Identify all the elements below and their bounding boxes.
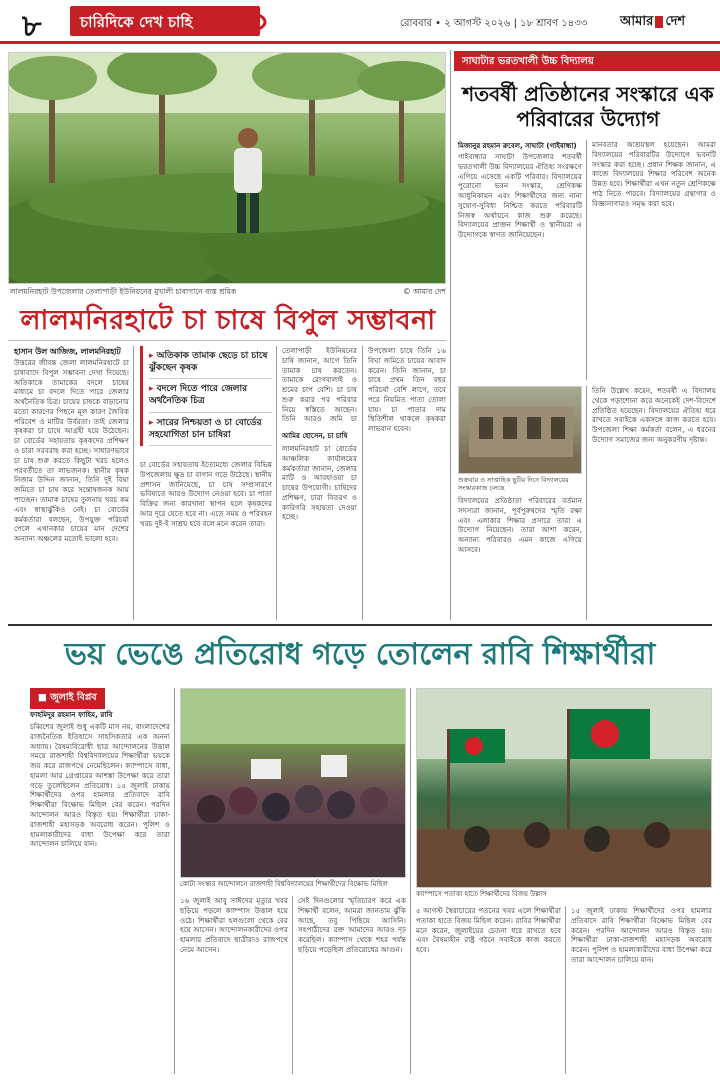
school-photo — [458, 386, 582, 474]
pull-quote-text: বদলে দিতে পারে জেলার অর্থনৈতিক চিত্র — [149, 384, 248, 407]
column-rule — [292, 896, 293, 1074]
article-paragraph: গাইবান্ধার সাঘাটা উপজেলার শতবর্ষী ভরতখালী উচ্চ বিদ্যালয়ের ঐতিহ্য সংরক্ষণে এগিয়ে এসেছে একটি পরিবার। বিদ্যালয়ের পুরোনো ভবন সংস্কার, শ্রেণিকক্ষ আধুনিকায়ন এবং শিক্ষার্থীদের জন্য নানা সুযোগ-সুবিধা নিশ্চিত করতে পরিবারটি নিজস্ব অর্থায়নে কাজ শুরু করেছে। বিদ্যালয়ের প্রাক্তন শিক্ষার্থী ও স্থানীয়রা এ উদ্যোগকে স্বাগত জানিয়েছেন। — [458, 152, 582, 240]
brand-box-icon — [655, 16, 663, 28]
photo-credit: © আমার দেশ — [403, 287, 446, 296]
pull-quote — [149, 413, 272, 446]
article-paragraph: তিনি উল্লেখ করেন, শতবর্ষী এ বিদ্যালয় থেকে পড়াশোনা করে অনেকেই দেশ-বিদেশে প্রতিষ্ঠিত হয়েছেন। বিদ্যালয়ের ঐতিহ্য ধরে রাখতে সবাইকে একসঙ্গে কাজ করতে হবে। উপজেলা শিক্ষা কর্মকর্তা বলেন, এ ধরনের উদ্যোগ সমাজের জন্য অনুকরণীয় দৃষ্টান্ত। — [592, 386, 716, 444]
pull-quote — [149, 346, 272, 379]
newspaper-brand — [620, 12, 685, 33]
protest-photo-caption: কোটা সংস্কার আন্দোলনে রাজশাহী বিশ্ববিদ্যালয়ের শিক্ষার্থীদের বিক্ষোভ মিছিল — [180, 880, 388, 888]
section-tag — [30, 688, 105, 709]
article-paragraph: ১৫ জুলাই ঢাকায় শিক্ষার্থীদের ওপর হামলার প্রতিবাদে রাবি শিক্ষার্থীরা বিক্ষোভ মিছিল বের করেন। পরদিন আন্দোলন আরও বিস্তৃত হয়। শিক্ষার্থীরা ঢাকা-রাজশাহী মহাসড়ক অবরোধ করেন। পুলিশ ও হামলাকারীদের বাধা উপেক্ষা করে তারা আন্দোলন চালিয়ে যান। — [30, 780, 170, 849]
column-rule — [174, 688, 175, 1074]
article-paragraph: সেই দিনগুলোর স্মৃতিচারণ করে এক শিক্ষার্থী বলেন, আমরা জানতাম ঝুঁকি আছে, তবু পিছিয়ে আসিনি। সহপাঠীদের রক্ত আমাদের আরও দৃঢ় করেছিল। ক্যাম্পাস থেকে শহর পর্যন্ত ছড়িয়ে পড়েছিল প্রতিরোধের আগুন। — [298, 896, 406, 954]
arrow-icon: ▸ — [149, 417, 157, 428]
article-paragraph: বিদ্যালয়ের প্রতিষ্ঠাতা পরিবারের বর্তমান সদস্যরা জানান, পূর্বপুরুষদের স্মৃতি রক্ষা এবং এলাকার শিক্ষার প্রসারে তারা এ উদ্যোগ নিয়েছেন। তারা আশা করেন, অন্যান্য পরিবারও এমন কাজে এগিয়ে আসবে। — [458, 496, 582, 554]
tag-dot-icon: ■ — [38, 692, 51, 703]
right-story-byline: মিজানুর রহমান রুবেল, সাঘাটা (গাইবান্ধা) — [458, 142, 577, 150]
article-byline: হাসান উল আজিজ, লালমনিরহাট — [14, 347, 121, 356]
column-rule — [565, 906, 566, 1074]
dateline: রোববার • ২ আগস্ট ২০২৬ | ১৮ শ্রাবণ ১৪৩৩ — [400, 18, 588, 29]
brand-left: আমার — [620, 14, 654, 29]
school-building-illustration — [459, 387, 582, 474]
pull-quote-box — [140, 346, 272, 446]
right-story-kicker: সাঘাটার ভরতখালী উচ্চ বিদ্যালয় — [454, 51, 720, 71]
arrow-icon: ▸ — [149, 384, 157, 395]
protest-crowd-illustration — [181, 689, 406, 878]
section-divider — [8, 624, 712, 626]
column-rule — [586, 386, 587, 620]
lower-column-4 — [416, 906, 561, 1074]
article-column-3 — [282, 346, 357, 426]
article-column-3b — [282, 444, 357, 620]
column-rule — [276, 346, 277, 620]
brand-right: দেশ — [665, 14, 686, 29]
main-headline: লালমনিরহাটে চা চাষে বিপুল সম্ভাবনা — [20, 305, 436, 336]
lower-column-1 — [30, 722, 170, 1074]
protest-photo — [180, 688, 406, 878]
column-rule — [586, 140, 587, 380]
article-paragraph: চব্বিশের জুলাই শুধু একটি মাস নয়, বাংলাদেশের রাজনৈতিক ইতিহাসে সাহসিকতার এক অনন্য অধ্যায়। বৈষম্যবিরোধী ছাত্র আন্দোলনের উত্তাল সময়ে রাজশাহী বিশ্ববিদ্যালয়ের শিক্ষার্থীরা ভয়কে জয় করে রাজপথে নেমেছিলেন। ক্যাম্পাসে বাধা, হামলা আর গ্রেপ্তারের আশঙ্কা উপেক্ষা করে তারা গড়ে তুলেছিলেন প্রতিরোধ। — [30, 722, 170, 790]
article-paragraph: ১৬ জুলাই আবু সাঈদের মৃত্যুর খবর ছড়িয়ে পড়লে ক্যাম্পাস উত্তাল হয়ে ওঠে। শিক্ষার্থীরা হলগুলো থেকে বের হয়ে আসেন। আন্দোলনকারীদের ওপর হামলার প্রতিবাদে ছাত্রীরাও রাজপথে নেমে আসেন। — [180, 896, 288, 954]
pull-quote-text: অতিকাক তামাক ছেড়ে চা চাষে ঝুঁকছেন কৃষক — [149, 351, 268, 374]
tea-garden-illustration — [9, 53, 446, 284]
article-paragraph: সাধারণভাবে চা চাষ শুরু করতে কিছুটা খরচ হলেও পরবর্তীতে তা লাভজনক। স্থানীয় কৃষক নিজাম উদ্দিন জানান, তিনি দুই বিঘা জমিতে চা চাষ করে সন্তোষজনক আয় পাচ্ছেন। তামাক চাষের তুলনায় খরচ কম এবং স্বাস্থ্যঝুঁকিও নেই। চা বোর্ডের কর্মকর্তারা বলছেন, উপযুক্ত পরিচর্যা পেলে এখানকার চায়ের মান দেশের অন্যান্য অঞ্চলের মতোই ভালো হবে। — [14, 446, 129, 544]
tea-garden-photo — [8, 52, 446, 284]
right-column-4 — [592, 386, 716, 620]
divider — [8, 340, 446, 341]
article-paragraph: তেলাপাড়ী ইউনিয়নের চাষি জানান, আগে তিনি তামাক চাষ করতেন। তামাকে রোগবালাই ও শ্রমের চাপ বেশি। চা চাষ শুরু করার পর পরিবার নিয়ে স্বস্তিতে আছেন। তিনি আরও জমি চা — [282, 346, 357, 424]
column-rule — [410, 688, 411, 1074]
article-column-1 — [14, 358, 129, 620]
article-paragraph: ১৫ জুলাই ঢাকায় শিক্ষার্থীদের ওপর হামলার প্রতিবাদে রাবি শিক্ষার্থীরা বিক্ষোভ মিছিল বের করেন। পরদিন আন্দোলন আরও বিস্তৃত হয়। শিক্ষার্থীরা ঢাকা-রাজশাহী মহাসড়ক অবরোধ করেন। পুলিশ ও হামলাকারীদের বাধা উপেক্ষা করে তারা আন্দোলন চালিয়ে যান। — [571, 906, 712, 964]
article-paragraph: ৫ আগস্ট স্বৈরাচারের পতনের খবর এলে শিক্ষার্থীরা পতাকা হাতে বিজয় মিছিল করেন। রাবির শিক্ষার্থীরা মনে করেন, জুলাইয়ের চেতনা ধরে রাখতে হবে এবং বৈষম্যহীন রাষ্ট্র গঠনে সবাইকে কাজ করতে হবে। — [416, 906, 561, 955]
lower-column-3 — [298, 896, 406, 1074]
flag-photo-caption: ক্যাম্পাসে পতাকা হাতে শিক্ষার্থীদের বিজয় উল্লাস — [416, 890, 547, 898]
arrow-icon: ▸ — [149, 351, 157, 361]
article-paragraph: চা বোর্ডের সহায়তায় ইতোমধ্যে জেলার বিভিন্ন উপজেলায় ক্ষুদ্র চা বাগান গড়ে উঠেছে। স্থানীয় প্রশাসন জানিয়েছে, চা চাষ সম্প্রসারণে ভবিষ্যতে আরও উদ্যোগ নেওয়া হবে। চা পাতা বিক্রির জন্য কারখানা স্থাপন হলে কৃষকদের আর দূরে যেতে হবে না। এতে সময় ও পরিবহন খরচ দুই-ই সাশ্রয় হবে বলে মনে করেন তারা। — [140, 460, 272, 528]
article-paragraph: মানবতার আশ্রয়স্থল হয়েছেন। আমরা বিদ্যালয়ের পরিবারটির উদ্যোগে ভবনটি সংস্কার করা হচ্ছে। প্রধান শিক্ষক জানান, এ কাজে বিদ্যালয়ের শিক্ষার পরিবেশ অনেক উন্নত হবে। শিক্ষার্থীরা এখন নতুন শ্রেণিকক্ষে পাঠ নিতে পারবে। বিদ্যালয়ের গ্রন্থাগার ও বিজ্ঞানাগারও সমৃদ্ধ করা হবে। — [592, 140, 716, 208]
flag-photo — [416, 688, 712, 888]
lower-column-2 — [180, 896, 288, 1074]
article-column-2 — [140, 460, 272, 620]
article-paragraph: লালমনিরহাট চা বোর্ডের আঞ্চলিক কার্যালয়ের কর্মকর্তারা জানান, জেলার মাটি ও আবহাওয়া চা চাষের উপযোগী। চাষিদের প্রশিক্ষণ, চারা বিতরণ ও কারিগরি সহায়তা দেওয়া হচ্ছে। — [282, 444, 357, 522]
article-column-4 — [368, 346, 446, 620]
section-title: চারিদিকে দেখ চাহি — [70, 6, 260, 36]
column-rule — [362, 346, 363, 620]
article-paragraph: উত্তরের জীবন্ত জেলা লালমনিরহাটে চা চাষাবাদে বিপুল সম্ভাবনা দেখা দিয়েছে। অতিকাকে তামাকের বদলে চাষের মাধ্যমে চা বদলে দিতে পারে জেলার অর্থনৈতিক চিত্র। চায়ের চাষকে বাড়ানোর মতো কারণের পিছনে মূল কারণ জৈবিক পরিবেশ ও মাটির উর্বরতা। তাই জেলার কৃষকরা চা চাষে আগ্রহী হয়ে উঠেছেন। চা বোর্ডের সহায়তায় কৃষকদের প্রশিক্ষণ ও চারা সরবরাহ করা হচ্ছে। — [14, 358, 129, 456]
right-column-2 — [592, 140, 716, 380]
flag-celebration-illustration — [417, 689, 712, 888]
lower-column-5 — [571, 906, 712, 1074]
column-rule — [133, 346, 134, 620]
masthead — [0, 0, 720, 44]
pull-quote-text: সারের নিশ্চয়তা ও চা বোর্ডের সহযোগিতা চান চাষিরা — [149, 417, 262, 440]
quote-attribution: আমির হোসেন, চা চাষি — [282, 432, 348, 440]
right-story-headline: শতবর্ষী প্রতিষ্ঠানের সংস্কারে এক পরিবারের উদ্যোগ — [462, 82, 714, 131]
column-rule — [450, 50, 451, 620]
lower-headline: ভয় ভেঙে প্রতিরোধ গড়ে তোলেন রাবি শিক্ষার্থীরা — [64, 637, 656, 672]
school-photo-caption: শুক্রবার ও সাপ্তাহিক ছুটির দিনে বিদ্যালয়ের সংস্কারকাজ চলছে — [458, 476, 569, 493]
right-column-1 — [458, 152, 582, 382]
eye-icon — [206, 8, 268, 36]
photo-caption: লালমনিরহাট উপজেলার তেলাপাড়ী ইউনিয়নের মুখালী চাবাগানে ব্যস্ত শ্রমিক — [10, 287, 237, 296]
article-paragraph: উপজেলা চাষে তিনি ১৬ বিঘা জমিতে চায়ের আবাদ করেন। তিনি জানান, চা চাষে প্রথম তিন বছর পরিচর্যা বেশি লাগে, তবে পরে নিয়মিত পাতা তোলা যায়। চা পাতার দাম স্থিতিশীল থাকলে কৃষকরা লাভবান হবেন। — [368, 346, 446, 434]
lower-byline: ফাহমিদুর রহমান ফাহিম, রাবি — [30, 710, 113, 719]
page-number: ৮ — [22, 9, 42, 44]
section-tag-label: জুলাই বিপ্লব — [50, 692, 97, 703]
pull-quote — [149, 379, 272, 412]
right-column-3 — [458, 496, 582, 620]
